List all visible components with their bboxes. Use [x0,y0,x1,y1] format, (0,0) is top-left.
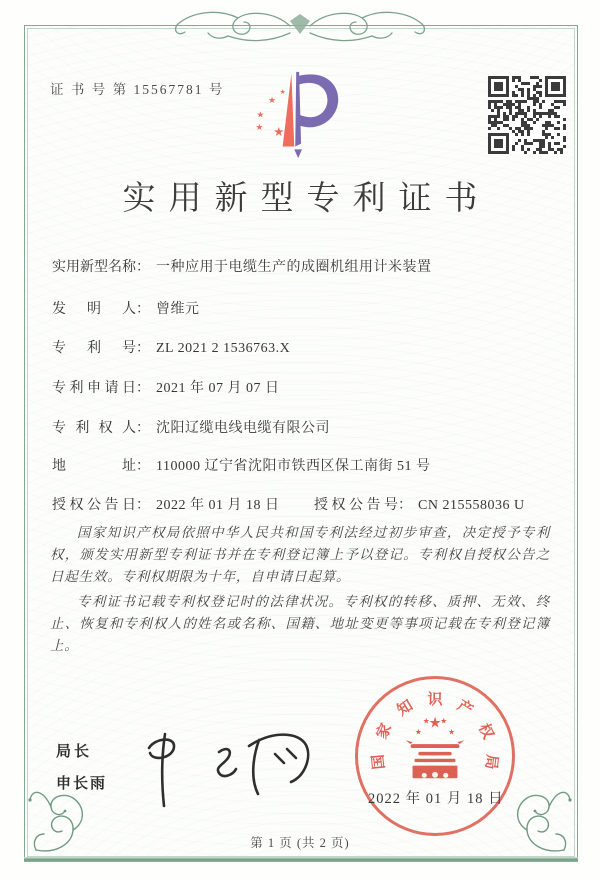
field-value: ZL 2021 2 1536763.X [156,341,291,356]
bottom-border-band [24,857,578,862]
legal-paragraph-1: 国家知识产权局依照中华人民共和国专利法经过初步审查，决定授予专利权，颁发实用新型专利证书并在专利登记簿上予以登记。专利权自授权公告之日起生效。专利权期限为十年，自申请日起算。 [50,525,550,584]
field-colon: ： [136,381,150,396]
field-colon: ： [136,421,150,436]
page-footer: 第 1 页 (共 2 页) [250,836,350,850]
field-label: 专利权人 [52,421,136,436]
field-label: 地址 [52,459,136,474]
field-row-address [52,455,570,475]
field-colon: ： [136,459,150,474]
seal-character: 识 [427,691,443,708]
legal-text [50,522,550,660]
svg-text:★: ★ [448,727,456,737]
signer-name: 申长雨 [56,775,108,792]
svg-text:★: ★ [440,716,448,726]
seal-character: 产 [454,697,476,719]
field-label: 授权公告日 [52,498,136,513]
legal-paragraph-2: 专利证书记载专利权登记时的法律状况。专利权的转移、质押、无效、终止、恢复和专利权人的姓名或名称、国籍、地址变更等事项记载在专利登记簿上。 [50,594,550,653]
svg-text:★: ★ [279,88,286,97]
cnipa-logo-icon [240,64,366,166]
svg-text:★: ★ [414,727,422,737]
official-seal-icon [355,676,515,836]
svg-text:★: ★ [428,714,442,732]
svg-text:★: ★ [268,95,276,106]
field-value: 110000 辽宁省沈阳市铁西区保工南街 51 号 [156,459,431,474]
field-row-name [52,256,570,276]
field-label: 专利申请日 [52,381,136,396]
seal-character: 知 [394,697,416,719]
certificate-title: 实用新型专利证书 [122,181,491,217]
field-colon: ： [136,341,150,356]
field-value: 一种应用于电缆生产的成圈机组用计米装置 [156,260,432,275]
field-value: 沈阳辽缆电线电缆有限公司 [156,421,330,436]
field-label: 专利号 [52,341,136,356]
seal-character: 家 [373,720,395,742]
field-row-grant-number [314,494,525,514]
field-colon: ： [398,498,412,513]
field-row-patentee [52,417,570,437]
field-value: 2021 年 07 月 07 日 [156,381,280,396]
svg-text:★: ★ [256,110,265,121]
issue-date: 2022 年 01 月 18 日 [368,791,504,807]
seal-character: 局 [482,753,500,771]
field-value: 2022 年 01 月 18 日 [156,498,280,513]
field-row-inventor [52,298,570,318]
svg-text:★: ★ [273,123,285,139]
field-value: CN 215558036 U [418,498,525,513]
qr-code [488,76,566,154]
field-colon: ： [136,498,150,513]
seal-character: 权 [475,720,497,742]
field-row-filing-date [52,377,570,397]
field-colon: ： [136,302,150,317]
field-label: 发明人 [52,302,136,317]
national-emblem-icon [394,707,476,791]
field-row-patent-no [52,337,570,357]
svg-text:★: ★ [255,123,264,134]
field-label: 授权公告号 [314,498,398,513]
field-colon: ： [136,260,150,275]
svg-text:★: ★ [422,716,430,726]
field-label: 实用新型名称 [52,260,136,275]
signer-title: 局长 [56,743,93,760]
handwritten-signature-icon [135,718,325,810]
certificate-number: 证 书 号 第 15567781 号 [50,82,225,97]
field-value: 曾维元 [156,302,200,317]
seal-character: 国 [370,753,388,771]
